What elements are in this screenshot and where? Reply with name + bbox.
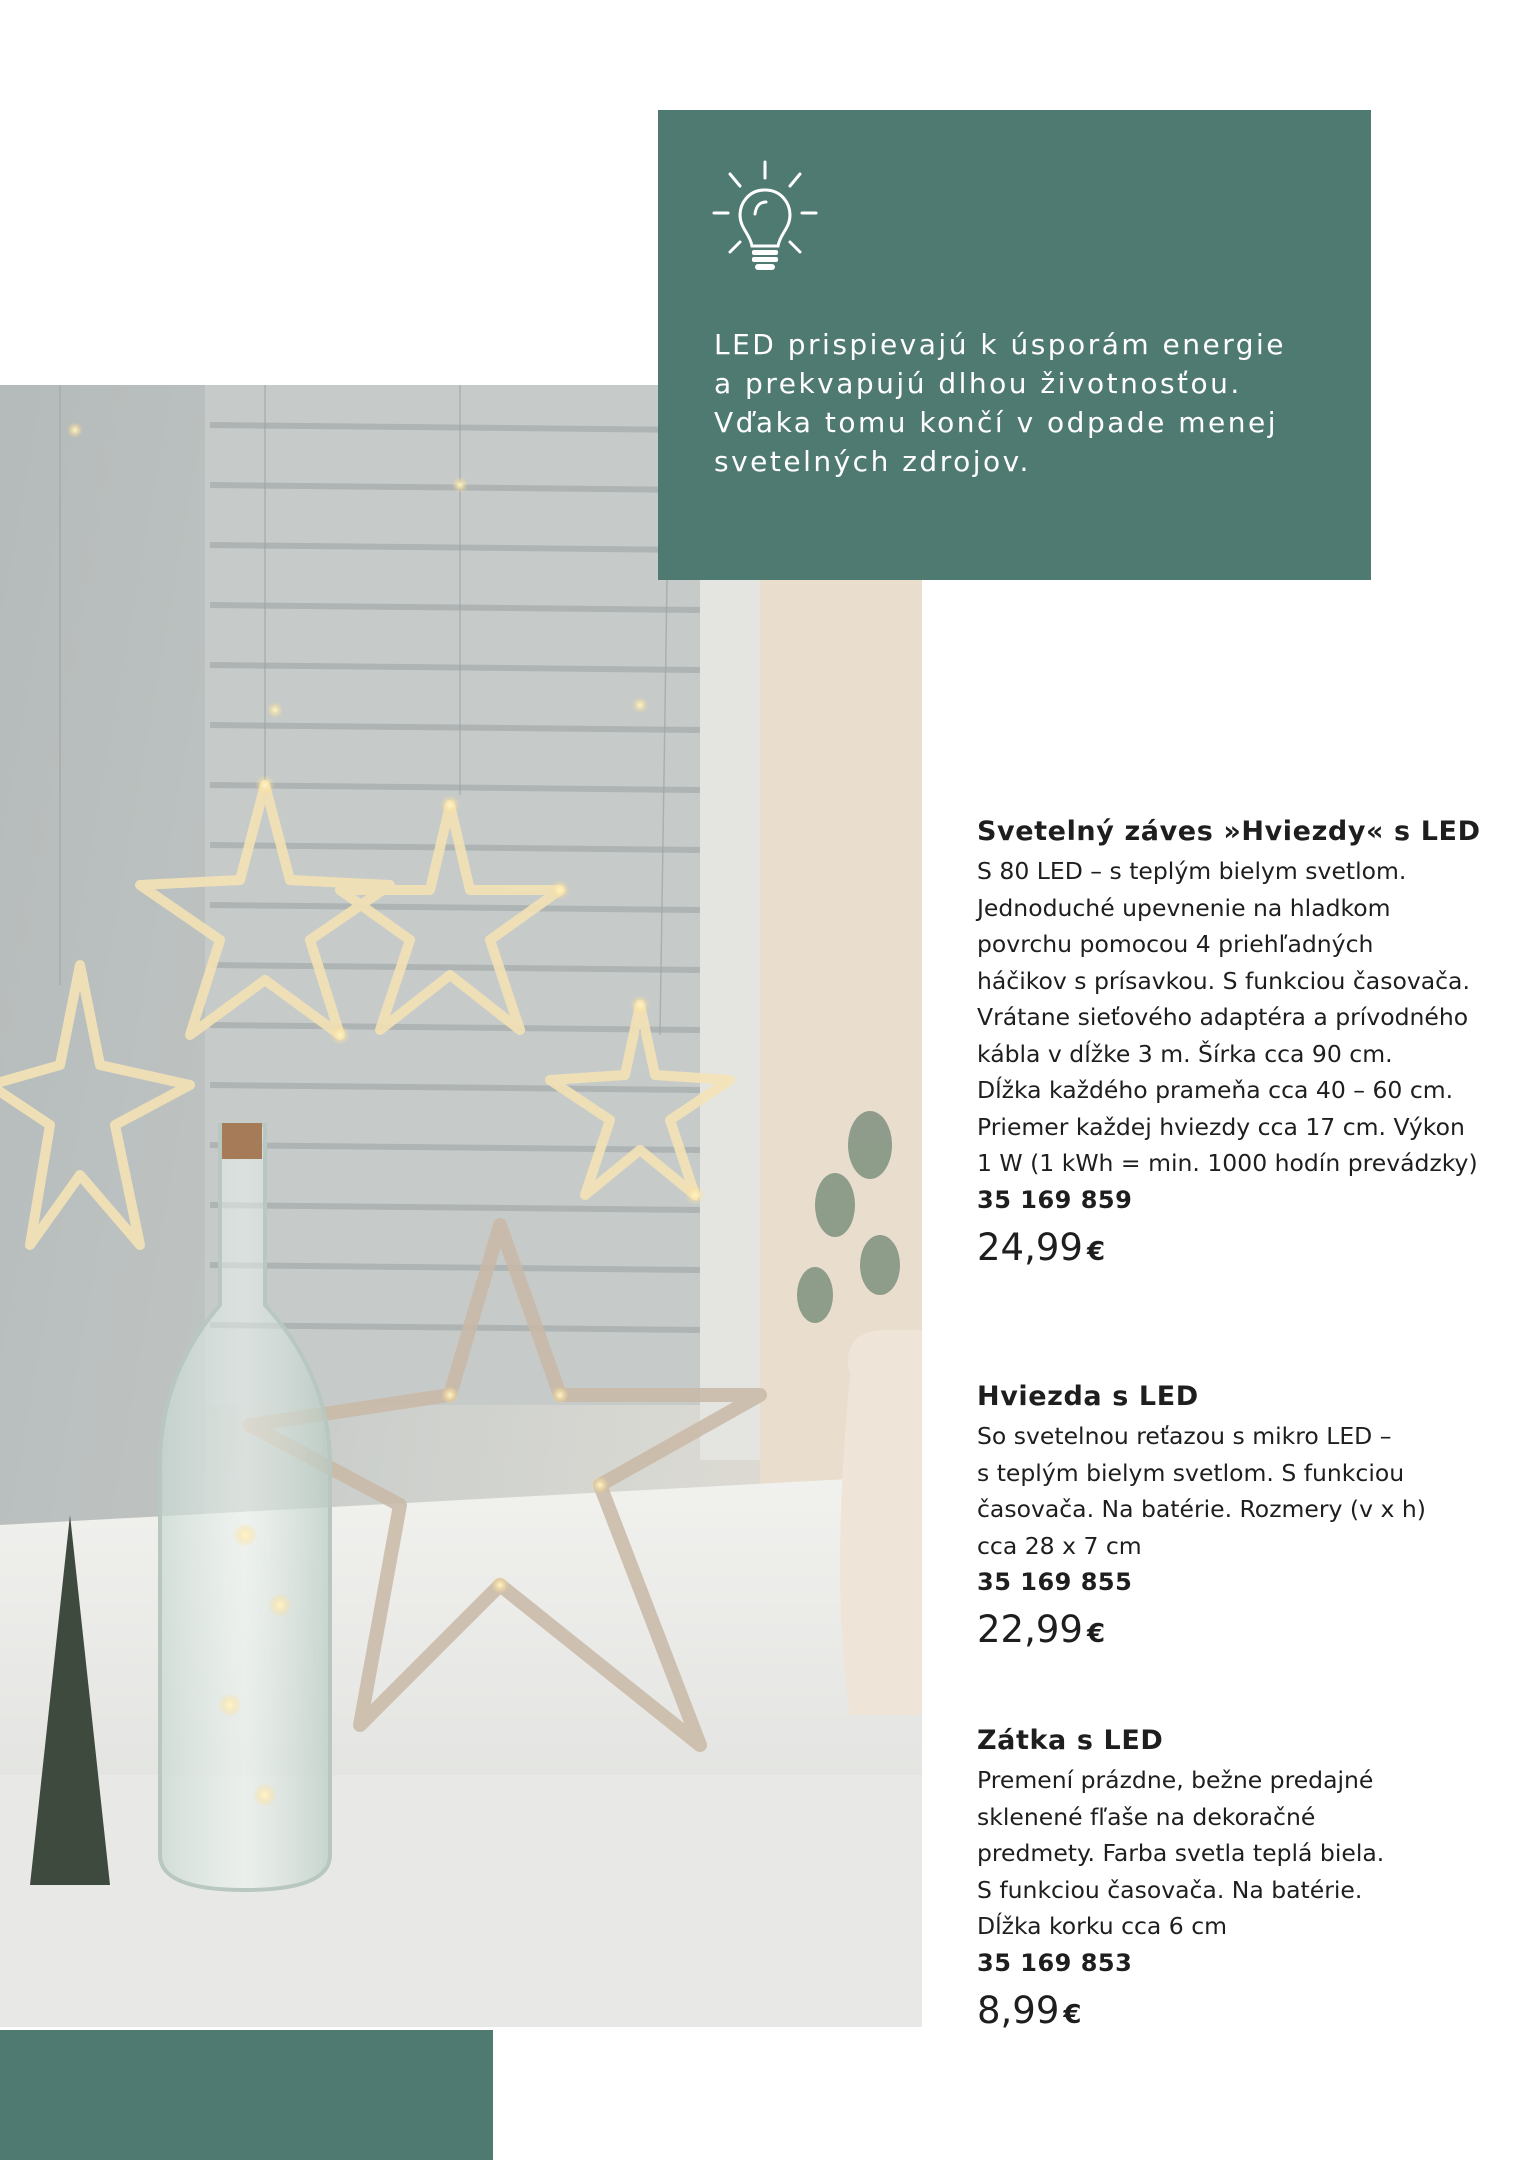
product-led-cork [977, 1725, 1497, 2037]
product-price [977, 1608, 1497, 1656]
product-title: Zátka s LED [977, 1725, 1164, 1756]
price-currency: € [1086, 1236, 1106, 1267]
product-title: Svetelný záves »Hviezdy« s LED [977, 816, 1481, 847]
energy-info-text: LED prispievajú k úsporám energie a prekvapujú dlhou životnosťou. Vďaka tomu končí v odpade menej svetelných zdrojov. [714, 328, 1287, 478]
product-light-curtain [977, 816, 1497, 1274]
product-description: S 80 LED – s teplým bielym svetlom. Jednoduché upevnenie na hladkom povrchu pomocou 4 priehľadných háčikov s prísavkou. S funkciou časovača. Vrátane sieťového adaptéra a prívodného kábla v dĺžke 3 m. Šírka cca 90 cm. Dĺžka každého prameňa cca 40 – 60 cm. Priemer každej hviezdy cca 17 cm. Výkon 1 W (1 kWh = min. 1000 hodín prevádzky) [977, 857, 1478, 1177]
product-code: 35 169 853 [977, 1948, 1133, 1977]
product-description: So svetelnou reťazou s mikro LED – s teplým bielym svetlom. S funkciou časovača. Na batérie. Rozmery (v x h) cca 28 x 7 cm [977, 1422, 1426, 1560]
price-currency: € [1086, 1619, 1106, 1649]
product-price [977, 1226, 1497, 1274]
photo-illustration [0, 385, 922, 2027]
price-value: 24,99 [977, 1225, 1083, 1269]
product-code: 35 169 855 [977, 1568, 1133, 1596]
price-value: 22,99 [977, 1608, 1083, 1651]
price-value: 8,99 [977, 1988, 1060, 2032]
product-led-star [977, 1381, 1497, 1656]
product-title: Hviezda s LED [977, 1381, 1199, 1412]
decorative-band [0, 2030, 493, 2160]
price-currency: € [1063, 1999, 1082, 2030]
product-code: 35 169 859 [977, 1185, 1133, 1214]
product-photo [0, 385, 922, 2027]
product-description: Premení prázdne, bežne predajné sklenené fľaše na dekoračné predmety. Farba svetla teplá biela. S funkciou časovača. Na batérie. Dĺžka korku cca 6 cm [977, 1766, 1385, 1940]
light-bulb-icon [700, 158, 830, 288]
product-price [977, 1989, 1497, 2037]
